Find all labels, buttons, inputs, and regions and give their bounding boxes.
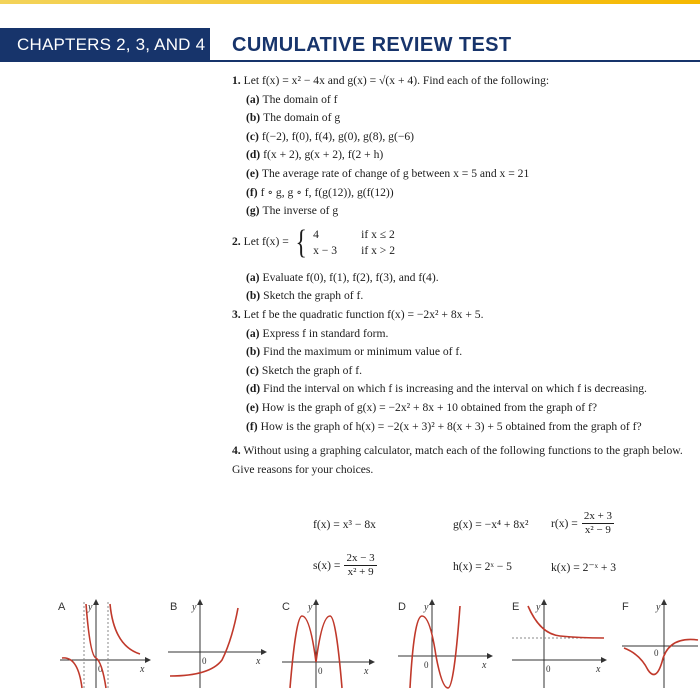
left-brace-symbol: { bbox=[295, 223, 307, 261]
q1-part bbox=[232, 109, 692, 128]
part-text: Evaluate f(0), f(1), f(2), f(3), and f(4). bbox=[262, 270, 439, 284]
origin-label: 0 bbox=[424, 660, 429, 670]
graph-letter: B bbox=[170, 601, 178, 613]
graphs-svg bbox=[0, 596, 700, 690]
question-stem: Let f be the quadratic function f(x) = −2x² + 8x + 5. bbox=[243, 307, 484, 321]
function-k: k(x) = 2⁻ˣ + 3 bbox=[551, 561, 617, 574]
part-text: The domain of f bbox=[262, 92, 338, 106]
case-expression: 4 bbox=[313, 227, 319, 241]
question-2 bbox=[232, 223, 692, 263]
question-4 bbox=[232, 442, 692, 479]
part-text: Express f in standard form. bbox=[262, 326, 389, 340]
curve bbox=[624, 639, 698, 674]
origin-label: 0 bbox=[318, 666, 323, 676]
fraction-denominator: x² − 9 bbox=[584, 524, 611, 536]
origin-label: 0 bbox=[546, 664, 551, 674]
fraction-numerator: 2x − 3 bbox=[346, 552, 375, 564]
function-h: h(x) = 2ˣ − 5 bbox=[453, 560, 512, 573]
x-label: x bbox=[482, 660, 487, 671]
chapters-label: CHAPTERS 2, 3, AND 4 bbox=[0, 28, 210, 62]
question-stem: Without using a graphing calculator, match each of the following functions to the graph below. Give reasons for your choices. bbox=[232, 444, 683, 476]
fraction-numerator: 2x + 3 bbox=[583, 510, 613, 522]
y-label: y bbox=[536, 602, 541, 613]
part-label: (g) bbox=[246, 204, 260, 218]
part-label: (e) bbox=[246, 166, 259, 180]
curve bbox=[410, 606, 460, 688]
page-title: CUMULATIVE REVIEW TEST bbox=[232, 34, 512, 56]
part-text: f(x + 2), g(x + 2), f(2 + h) bbox=[263, 148, 384, 162]
case-condition: if x ≤ 2 bbox=[361, 227, 395, 241]
part-text: The average rate of change of g between x = 5 and x = 21 bbox=[261, 166, 530, 180]
function-f: f(x) = x³ − 8x bbox=[313, 518, 376, 531]
part-label: (d) bbox=[246, 148, 261, 162]
part-text: How is the graph of g(x) = −2x² + 8x + 10 obtained from the graph of f? bbox=[261, 400, 598, 414]
y-label: y bbox=[88, 602, 93, 613]
x-label: x bbox=[140, 664, 145, 675]
x-label: x bbox=[596, 664, 601, 675]
graph-c bbox=[282, 601, 372, 688]
review-questions bbox=[232, 72, 692, 479]
graph-letter: E bbox=[512, 601, 520, 613]
part-label: (a) bbox=[246, 270, 260, 284]
graph-d bbox=[398, 601, 490, 688]
part-text: The inverse of g bbox=[262, 204, 339, 218]
part-label: (b) bbox=[246, 289, 261, 303]
graph-e bbox=[512, 601, 604, 688]
q3-part bbox=[232, 343, 692, 362]
header-rule bbox=[210, 60, 700, 62]
function-r bbox=[551, 510, 614, 537]
question-number: 1. bbox=[232, 74, 241, 87]
case-condition: if x > 2 bbox=[361, 243, 396, 257]
q2-part bbox=[232, 269, 692, 288]
function-g: g(x) = −x⁴ + 8x² bbox=[453, 518, 529, 531]
chapter-header bbox=[0, 28, 700, 62]
q1-part bbox=[232, 184, 692, 203]
graph-a bbox=[58, 601, 148, 688]
origin-label: 0 bbox=[98, 664, 103, 674]
question-stem: Let f(x) = x² − 4x and g(x) = √(x + 4). Find each of the following: bbox=[243, 74, 550, 87]
q1-part bbox=[232, 91, 692, 110]
q1-part bbox=[232, 165, 692, 184]
part-text: How is the graph of h(x) = −2(x + 3)² + 8(x + 3) + 5 obtained from the graph of f? bbox=[260, 419, 642, 433]
part-label: (d) bbox=[246, 382, 261, 396]
graph-b bbox=[168, 601, 264, 688]
question-number: 2. bbox=[232, 235, 241, 249]
part-text: Sketch the graph of f. bbox=[263, 289, 364, 303]
fraction-denominator: x² + 9 bbox=[347, 566, 374, 578]
part-label: (f) bbox=[246, 419, 258, 433]
q3-part bbox=[232, 362, 692, 381]
q1-part bbox=[232, 128, 692, 147]
question-3 bbox=[232, 306, 692, 325]
function-s bbox=[313, 552, 377, 579]
origin-label: 0 bbox=[654, 648, 659, 658]
graph-letter: A bbox=[58, 601, 66, 613]
part-label: (b) bbox=[246, 111, 261, 125]
origin-label: 0 bbox=[202, 656, 207, 666]
piecewise-lead: Let f(x) = bbox=[243, 235, 289, 249]
graph-strip bbox=[0, 596, 700, 690]
q1-part bbox=[232, 202, 692, 221]
piecewise-case bbox=[313, 243, 395, 259]
graph-letter: D bbox=[398, 601, 406, 613]
q3-part bbox=[232, 399, 692, 418]
question-number: 4. bbox=[232, 444, 241, 458]
q1-part bbox=[232, 146, 692, 165]
x-label: x bbox=[256, 656, 261, 667]
part-label: (a) bbox=[246, 326, 260, 340]
y-label: y bbox=[656, 602, 661, 613]
fraction bbox=[582, 510, 614, 537]
y-label: y bbox=[424, 602, 429, 613]
curve bbox=[110, 604, 140, 654]
y-label: y bbox=[192, 602, 197, 613]
graph-f bbox=[622, 601, 698, 688]
x-label: x bbox=[364, 666, 369, 677]
question-number: 3. bbox=[232, 307, 241, 321]
case-expression: x − 3 bbox=[313, 243, 338, 257]
question-1 bbox=[232, 72, 692, 91]
part-text: f(−2), f(0), f(4), g(0), g(8), g(−6) bbox=[261, 129, 415, 143]
q2-part bbox=[232, 287, 692, 306]
graph-letter: C bbox=[282, 601, 290, 613]
piecewise-cases bbox=[313, 227, 395, 259]
q3-part bbox=[232, 380, 692, 399]
part-label: (e) bbox=[246, 400, 259, 414]
top-color-strip bbox=[0, 0, 700, 4]
piecewise-case bbox=[313, 227, 395, 243]
part-label: (b) bbox=[246, 345, 261, 359]
part-text: The domain of g bbox=[263, 111, 341, 125]
part-label: (f) bbox=[246, 185, 258, 199]
part-text: Find the interval on which f is increasing and the interval on which f is decreasing. bbox=[263, 382, 647, 396]
part-label: (c) bbox=[246, 129, 259, 143]
part-text: Sketch the graph of f. bbox=[261, 363, 363, 377]
part-text: Find the maximum or minimum value of f. bbox=[263, 345, 463, 359]
function-lhs: s(x) = bbox=[313, 559, 341, 572]
y-label: y bbox=[308, 602, 313, 613]
function-lhs: r(x) = bbox=[551, 517, 578, 530]
part-label: (a) bbox=[246, 92, 260, 106]
part-text: f ∘ g, g ∘ f, f(g(12)), g(f(12)) bbox=[260, 185, 394, 199]
graph-letter: F bbox=[622, 601, 629, 613]
part-label: (c) bbox=[246, 363, 259, 377]
q3-part bbox=[232, 418, 692, 437]
fraction bbox=[344, 552, 376, 579]
q3-part bbox=[232, 325, 692, 344]
curve bbox=[62, 658, 82, 688]
